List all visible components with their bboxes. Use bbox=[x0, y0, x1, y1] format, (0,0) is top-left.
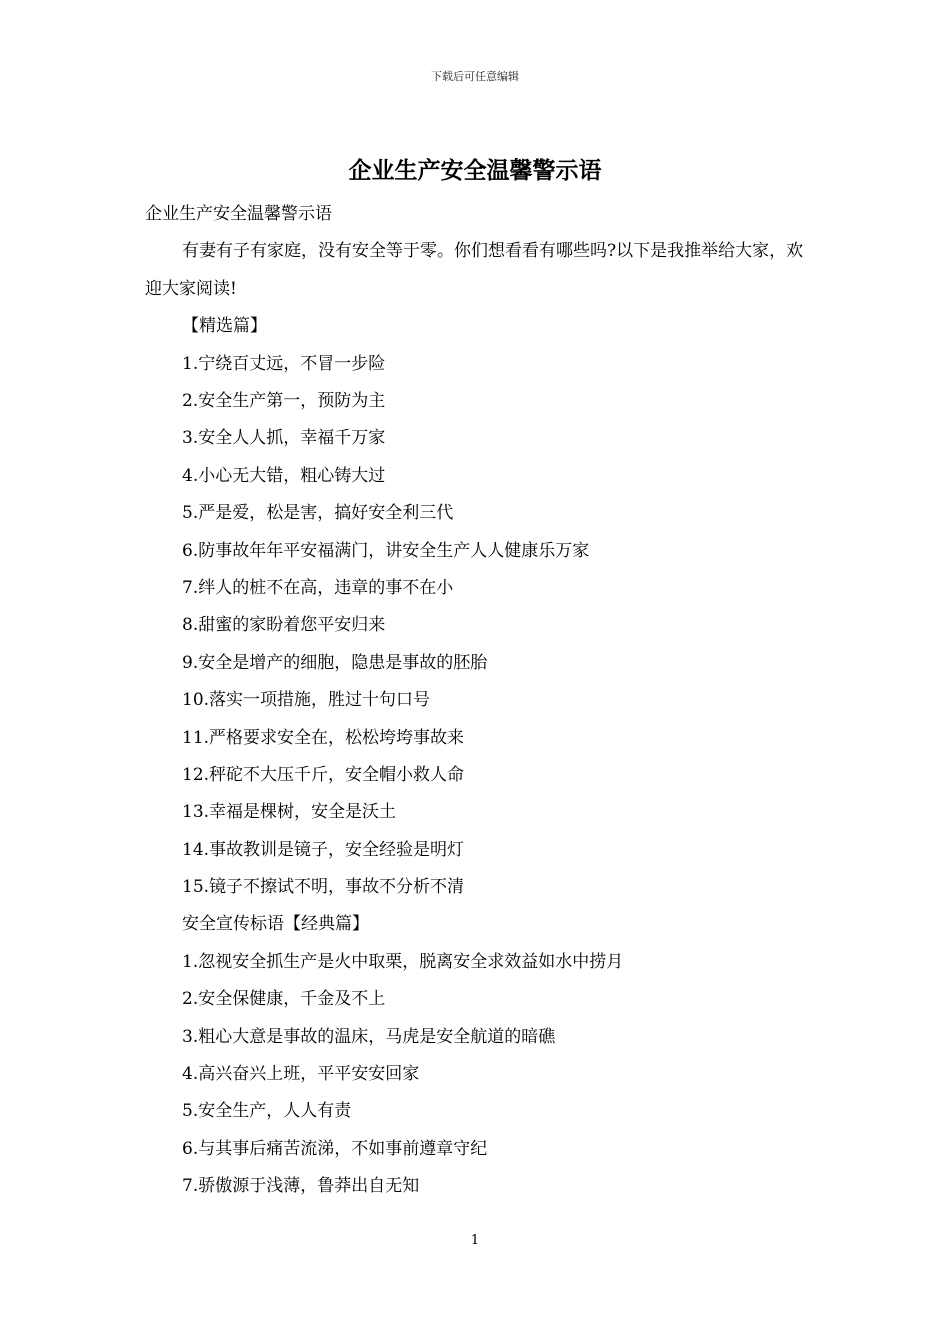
list-item: 13.幸福是棵树，安全是沃土 bbox=[182, 802, 397, 823]
featured-slogan-list bbox=[145, 346, 815, 907]
list-item: 6.防事故年年平安福满门，讲安全生产人人健康乐万家 bbox=[182, 540, 590, 561]
intro-paragraph: 有妻有子有家庭，没有安全等于零。你们想看看有哪些吗?以下是我推举给大家，欢迎大家阅读! bbox=[145, 241, 804, 299]
list-item: 1.忽视安全抓生产是火中取栗，脱离安全求效益如水中捞月 bbox=[182, 951, 624, 972]
section-heading-featured: 【精选篇】 bbox=[182, 316, 267, 337]
list-item: 2.安全生产第一，预防为主 bbox=[182, 390, 386, 411]
list-item: 9.安全是增产的细胞，隐患是事故的胚胎 bbox=[182, 652, 488, 673]
list-item: 2.安全保健康，千金及不上 bbox=[182, 989, 386, 1010]
document-body bbox=[145, 196, 815, 1206]
list-item: 3.粗心大意是事故的温床，马虎是安全航道的暗礁 bbox=[182, 1026, 556, 1047]
page-number: 1 bbox=[470, 1233, 480, 1248]
list-item: 5.安全生产，人人有责 bbox=[182, 1101, 352, 1122]
list-item: 10.落实一项措施，胜过十句口号 bbox=[182, 690, 431, 711]
list-item: 3.安全人人抓，幸福千万家 bbox=[182, 428, 386, 449]
section-heading-classic: 安全宣传标语【经典篇】 bbox=[182, 914, 369, 935]
list-item: 11.严格要求安全在，松松垮垮事故来 bbox=[182, 727, 465, 748]
document-subtitle: 企业生产安全温馨警示语 bbox=[145, 204, 332, 224]
list-item: 4.高兴奋兴上班，平平安安回家 bbox=[182, 1064, 420, 1085]
list-item: 8.甜蜜的家盼着您平安归来 bbox=[182, 615, 386, 636]
list-item: 12.秤砣不大压千斤，安全帽小救人命 bbox=[182, 764, 465, 785]
list-item: 14.事故教训是镜子，安全经验是明灯 bbox=[182, 839, 465, 860]
list-item: 7.绊人的桩不在高，违章的事不在小 bbox=[182, 577, 454, 598]
classic-slogan-list bbox=[145, 944, 815, 1206]
list-item: 6.与其事后痛苦流涕，不如事前遵章守纪 bbox=[182, 1138, 488, 1159]
header-note: 下载后可任意编辑 bbox=[431, 70, 519, 83]
list-item: 7.骄傲源于浅薄，鲁莽出自无知 bbox=[182, 1176, 420, 1197]
list-item: 15.镜子不擦试不明，事故不分析不清 bbox=[182, 877, 465, 898]
list-item: 4.小心无大错，粗心铸大过 bbox=[182, 465, 386, 486]
document-title: 企业生产安全温馨警示语 bbox=[348, 157, 602, 184]
list-item: 1.宁绕百丈远，不冒一步险 bbox=[182, 353, 386, 374]
list-item: 5.严是爱，松是害，搞好安全利三代 bbox=[182, 503, 454, 524]
